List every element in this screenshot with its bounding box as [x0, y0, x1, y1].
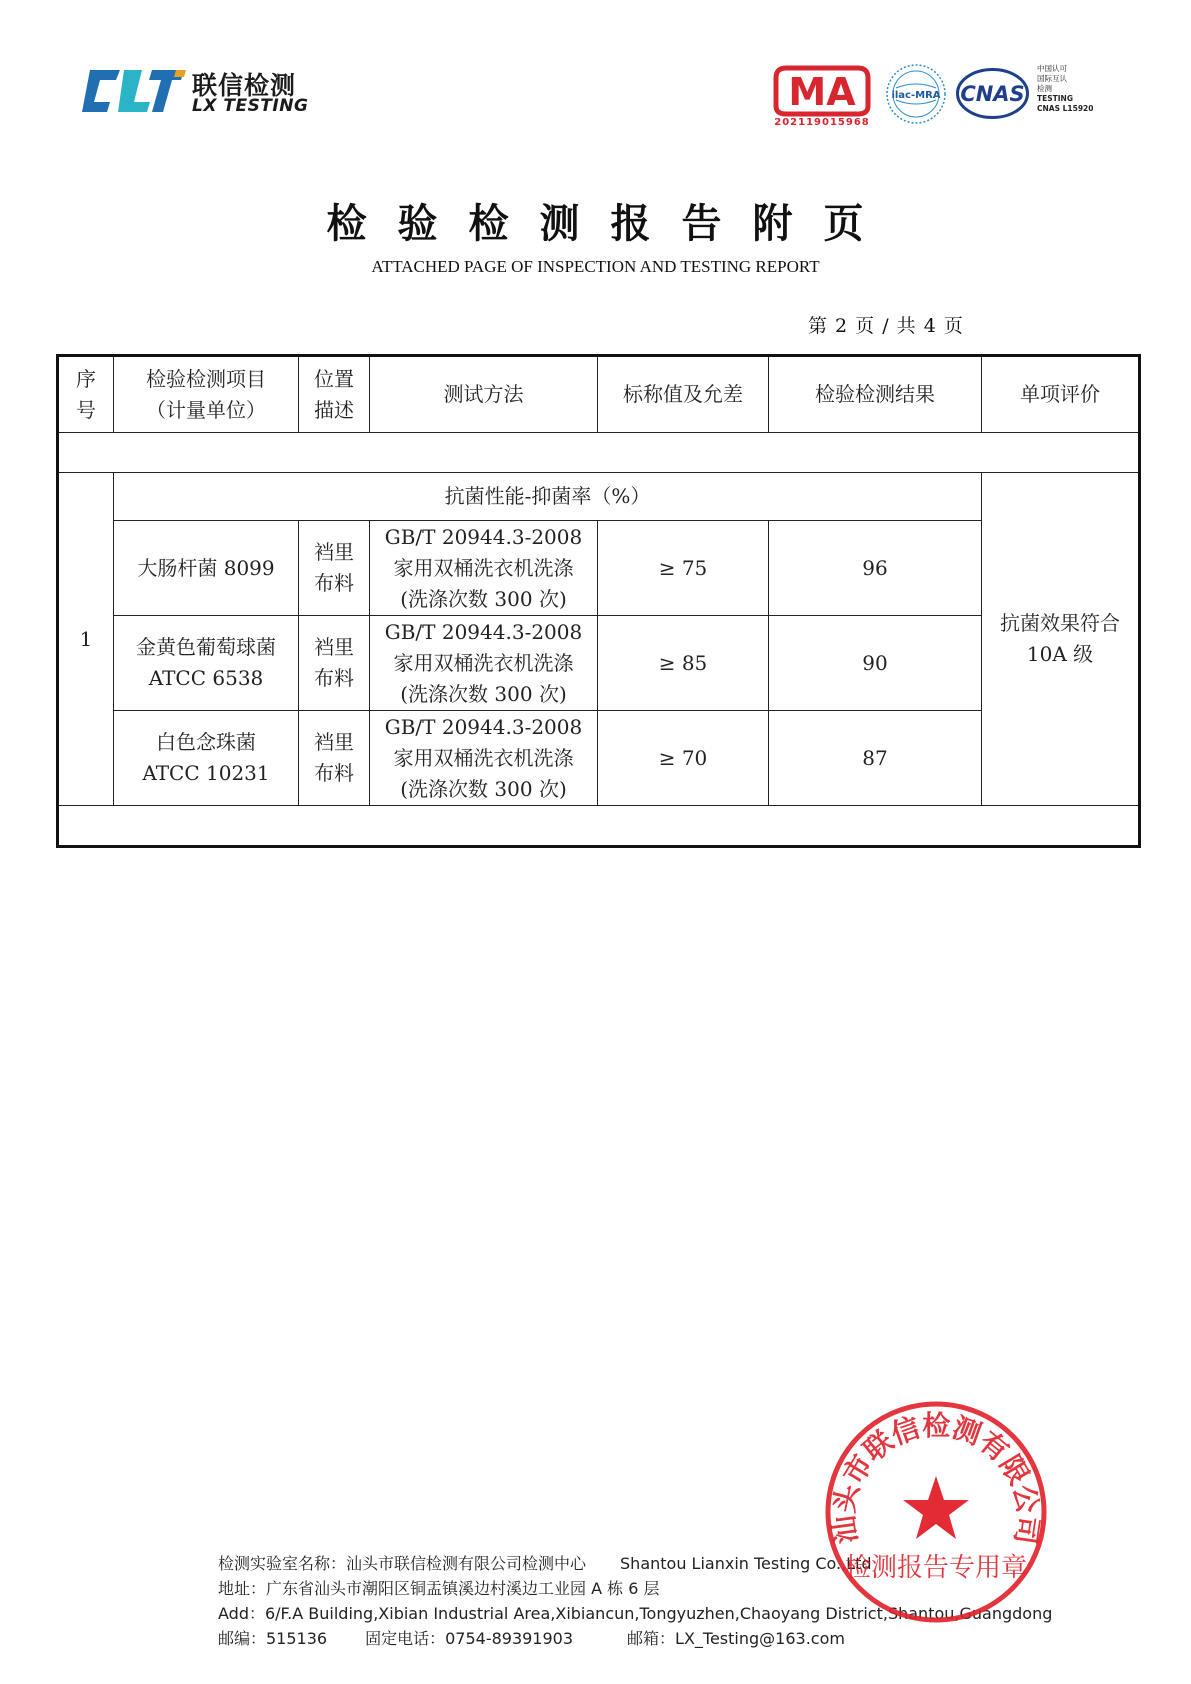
footer-address-en: Add：6/F.A Building,Xibian Industrial Area,Xibiancun,Tongyuzhen,Chaoyang District,Shantou,Guangdong	[218, 1604, 1053, 1623]
table-header-row	[58, 356, 1140, 433]
header-evaluation: 单项评价	[982, 356, 1140, 433]
cell-position	[299, 711, 370, 806]
table-blank-row	[58, 806, 1140, 847]
report-subtitle: ATTACHED PAGE OF INSPECTION AND TESTING REPORT	[371, 257, 820, 276]
report-title: 检验检测报告附页	[326, 200, 895, 247]
cell-method	[370, 711, 598, 806]
svg-text:CNAS: CNAS	[960, 82, 1025, 106]
seal-inner-text: 检测报告专用章	[844, 1553, 1028, 1583]
item-text: 金黄色葡萄球菌	[136, 635, 276, 659]
cell-position	[299, 616, 370, 711]
footer-contact-line	[218, 1626, 1052, 1651]
cnas-accreditation-text	[1037, 64, 1117, 114]
table-row	[58, 711, 1140, 806]
footer-email: 邮箱：LX_Testing@163.com	[627, 1629, 845, 1648]
position-text: 布料	[314, 571, 354, 595]
method-text: 家用双桶洗衣机洗涤	[393, 745, 574, 770]
header-text: 号	[76, 397, 96, 422]
svg-text:ilac-MRA: ilac-MRA	[891, 90, 941, 101]
header-text: 描述	[314, 397, 354, 422]
header-standard: 标称值及允差	[598, 356, 769, 433]
svg-text:MA: MA	[788, 70, 856, 114]
cell-result: 96	[769, 521, 982, 616]
cell-evaluation	[982, 473, 1140, 806]
evaluation-text: 10A 级	[1026, 642, 1094, 666]
cell-position	[299, 521, 370, 616]
method-text: GB/T 20944.3-2008	[384, 619, 583, 644]
footer-phone: 固定电话：0754-89391903	[365, 1629, 574, 1648]
cnas-logo-icon	[955, 66, 1030, 121]
footer-lab-name-en: Shantou Lianxin Testing Co.,Ltd	[620, 1554, 872, 1573]
ilac-mra-logo-icon	[884, 62, 948, 126]
lx-logo-mark-icon	[80, 66, 188, 116]
item-text: ATCC 6538	[148, 666, 264, 690]
company-name-en: LX TESTING	[192, 96, 309, 116]
cell-result: 90	[769, 616, 982, 711]
method-text: 家用双桶洗衣机洗涤	[393, 555, 574, 580]
cell-group-label: 抗菌性能-抑菌率（%）	[114, 473, 982, 521]
header-result: 检验检测结果	[769, 356, 982, 433]
method-text: GB/T 20944.3-2008	[384, 714, 583, 739]
table-row	[58, 521, 1140, 616]
method-text: (洗涤次数 300 次)	[400, 586, 567, 611]
cell-standard: ≥ 70	[598, 711, 769, 806]
test-results-table	[56, 354, 1141, 848]
official-seal-stamp	[822, 1398, 1050, 1626]
cnas-line: TESTING	[1037, 94, 1073, 103]
position-text: 裆里	[314, 635, 354, 659]
cell-standard: ≥ 85	[598, 616, 769, 711]
cell-item	[114, 711, 299, 806]
footer-postcode: 邮编：515136	[218, 1629, 328, 1648]
evaluation-text: 抗菌效果符合	[1000, 611, 1120, 635]
cell-item	[114, 616, 299, 711]
header-position	[299, 356, 370, 433]
cnas-line: 检测	[1037, 84, 1052, 93]
header-item	[114, 356, 299, 433]
cell-method	[370, 521, 598, 616]
position-text: 布料	[314, 666, 354, 690]
position-text: 布料	[314, 761, 354, 785]
page-number: 第 2 页 / 共 4 页	[808, 315, 963, 337]
cnas-line: 国际互认	[1037, 74, 1067, 83]
item-text: 大肠杆菌 8099	[137, 555, 275, 580]
table-row	[58, 616, 1140, 711]
method-text: (洗涤次数 300 次)	[400, 681, 567, 706]
cell-method	[370, 616, 598, 711]
table-group-row	[58, 473, 1140, 521]
cell-result: 87	[769, 711, 982, 806]
method-text: (洗涤次数 300 次)	[400, 776, 567, 801]
position-text: 裆里	[314, 540, 354, 564]
seal-outer-text: 汕头市联信检测有限公司	[827, 1409, 1045, 1547]
seal-star-icon	[903, 1476, 969, 1539]
company-logo	[80, 62, 320, 122]
cma-number: 202119015968	[774, 117, 870, 128]
footer-lab-name: 检测实验室名称：汕头市联信检测有限公司检测中心	[218, 1554, 587, 1573]
header-seq	[58, 356, 114, 433]
item-text: 白色念珠菌	[156, 730, 256, 754]
header-text: （计量单位）	[146, 397, 266, 422]
footer-address-cn: 地址：广东省汕头市潮阳区铜盂镇溪边村溪边工业园 A 栋 6 层	[218, 1579, 660, 1598]
cma-certification-mark	[772, 62, 872, 132]
header-text: 位置	[314, 366, 354, 391]
header-method: 测试方法	[370, 356, 598, 433]
cnas-line: CNAS L15920	[1037, 104, 1094, 113]
company-name-cn: 联信检测	[192, 71, 297, 100]
header-text: 序	[76, 366, 96, 391]
method-text: 家用双桶洗衣机洗涤	[393, 650, 574, 675]
position-text: 裆里	[314, 730, 354, 754]
cell-seq: 1	[58, 473, 114, 806]
item-text: ATCC 10231	[142, 761, 270, 785]
cell-item	[114, 521, 299, 616]
cnas-line: 中国认可	[1037, 64, 1067, 73]
blank-cell	[58, 806, 1140, 847]
blank-cell	[58, 433, 1140, 473]
cma-logo-icon	[772, 62, 872, 117]
table-blank-row	[58, 433, 1140, 473]
header-text: 检验检测项目	[146, 366, 266, 391]
method-text: GB/T 20944.3-2008	[384, 524, 583, 549]
cell-standard: ≥ 75	[598, 521, 769, 616]
